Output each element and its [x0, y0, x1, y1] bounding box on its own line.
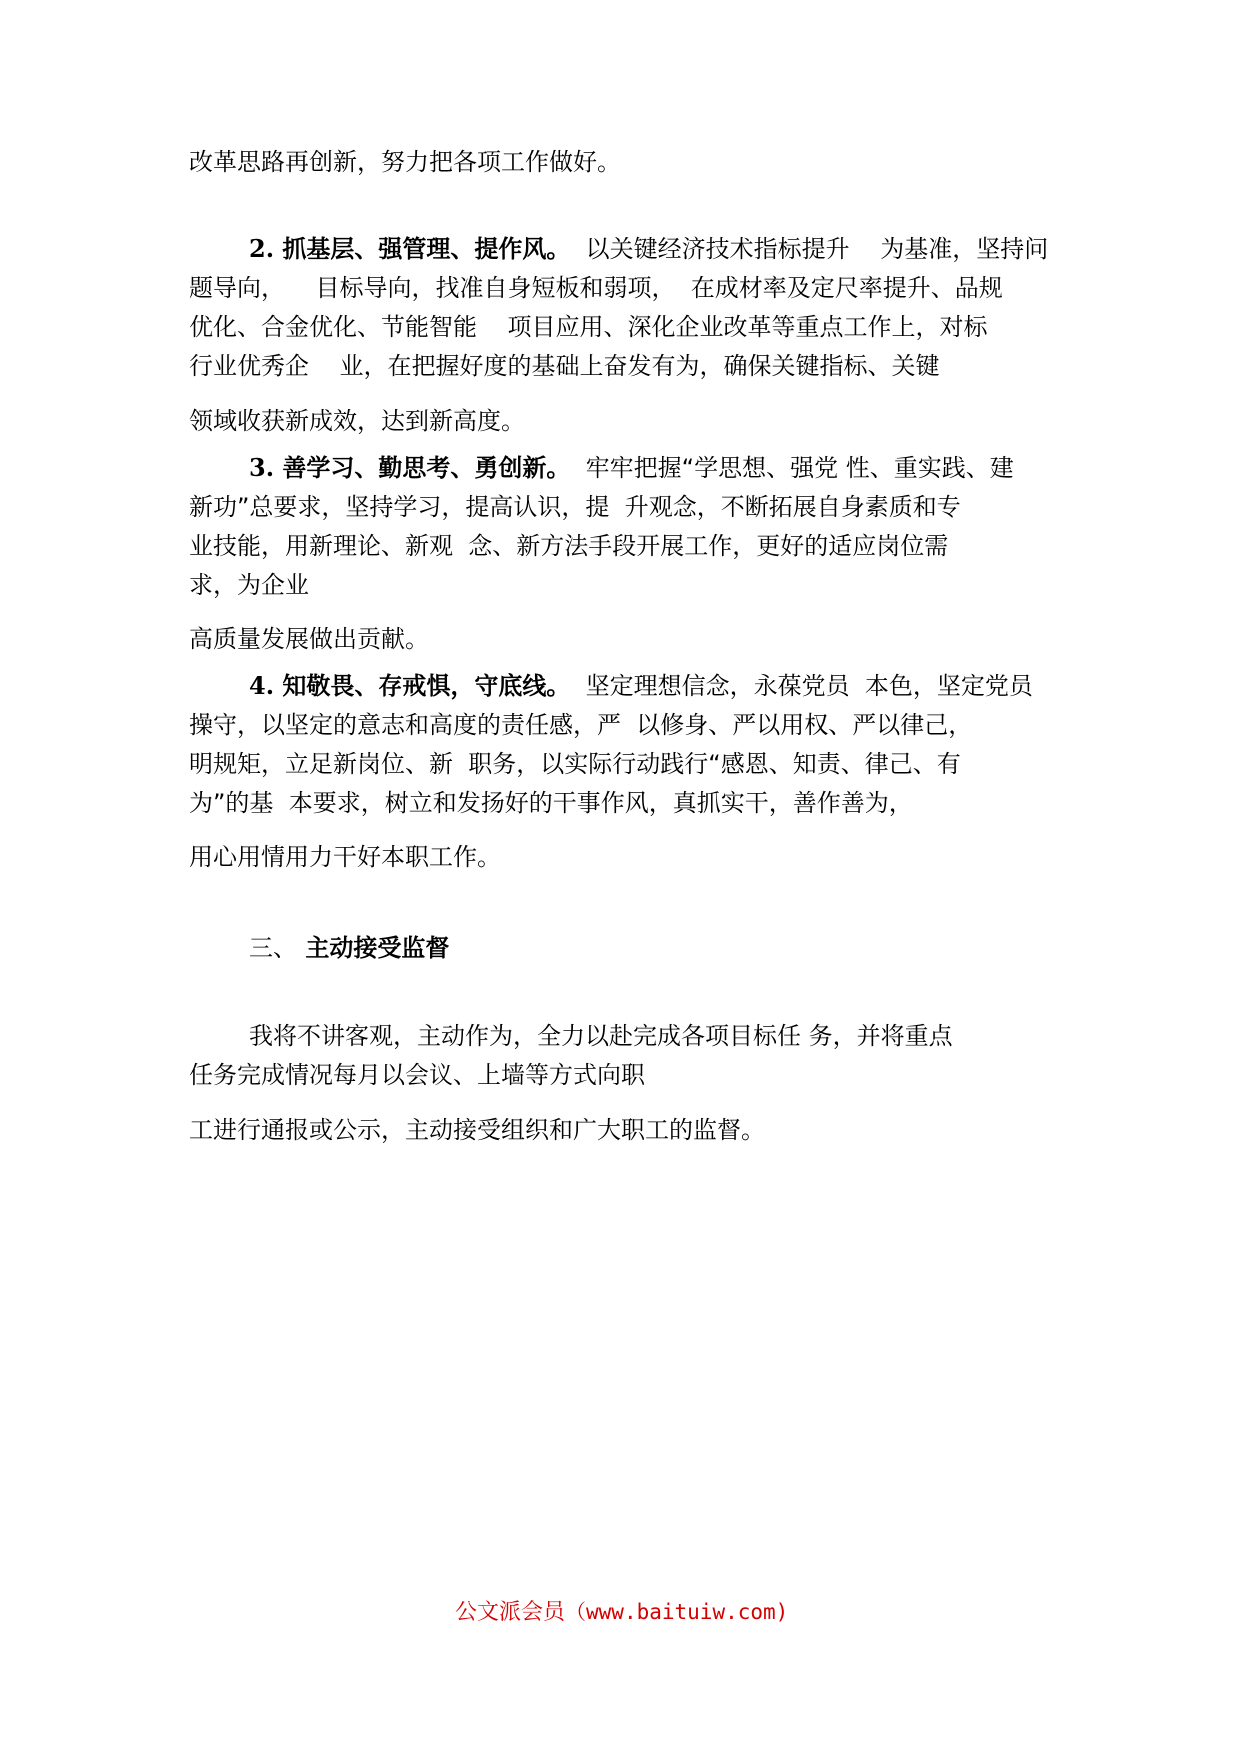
paragraph-line: 我将不讲客观，主动作为，全力以赴完成各项目标任 务，并将重点 [249, 1022, 953, 1050]
paragraph-line: 高质量发展做出贡献。 [189, 625, 429, 653]
paragraph-line: 求，为企业 [189, 571, 309, 599]
paragraph-line: 用心用情用力干好本职工作。 [189, 843, 501, 871]
point-3-line [249, 452, 1014, 484]
footer-watermark [455, 1597, 788, 1628]
paragraph-line: 改革思路再创新，努力把各项工作做好。 [189, 148, 621, 176]
point-3-title: 善学习、勤思考、勇创新。 [274, 454, 571, 482]
point-2-line [249, 233, 1048, 265]
point-2-title: 抓基层、强管理、提作风。 [274, 235, 571, 263]
point-3-number: 3. [249, 453, 275, 482]
paragraph-line: 新功”总要求，坚持学习，提高认识，提 升观念，不断拓展自身素质和专 [189, 493, 961, 521]
paragraph-line: 优化、合金优化、节能智能 项目应用、深化企业改革等重点工作上，对标 [189, 313, 988, 341]
footer-url: （www.baituiw.com) [565, 1600, 789, 1624]
point-4-number: 4. [249, 671, 275, 700]
paragraph-line: 任务完成情况每月以会议、上墙等方式向职 [189, 1061, 645, 1089]
paragraph-line: 领域收获新成效，达到新高度。 [189, 407, 525, 435]
point-4-line [249, 670, 1033, 702]
point-4-text: 坚定理想信念，永葆党员 本色，坚定党员 [570, 672, 1033, 700]
point-2-number: 2. [249, 234, 275, 263]
section-3-number: 三、 [249, 934, 297, 962]
section-3-title: 主动接受监督 [297, 934, 450, 962]
paragraph-line: 题导向， 目标导向，找准自身短板和弱项， 在成材率及定尺率提升、品规 [189, 274, 1003, 302]
point-2-text: 以关键经济技术指标提升 为基准，坚持问 [570, 235, 1049, 263]
paragraph-line: 工进行通报或公示，主动接受组织和广大职工的监督。 [189, 1116, 765, 1144]
section-3-heading [249, 932, 449, 964]
point-3-text: 牢牢把握“学思想、强党 性、重实践、建 [570, 454, 1014, 482]
paragraph-line: 行业优秀企 业，在把握好度的基础上奋发有为，确保关键指标、关键 [189, 352, 940, 380]
point-4-title: 知敬畏、存戒惧，守底线。 [274, 672, 571, 700]
paragraph-line: 为”的基 本要求，树立和发扬好的干事作风，真抓实干，善作善为， [189, 789, 913, 817]
paragraph-line: 操守，以坚定的意志和高度的责任感，严 以修身、严以用权、严以律己， [189, 711, 973, 739]
footer-brand: 公文派会员 [455, 1600, 566, 1625]
paragraph-line: 业技能，用新理论、新观 念、新方法手段开展工作，更好的适应岗位需 [189, 532, 949, 560]
paragraph-line: 明规矩，立足新岗位、新 职务，以实际行动践行“感恩、知责、律己、有 [189, 750, 961, 778]
